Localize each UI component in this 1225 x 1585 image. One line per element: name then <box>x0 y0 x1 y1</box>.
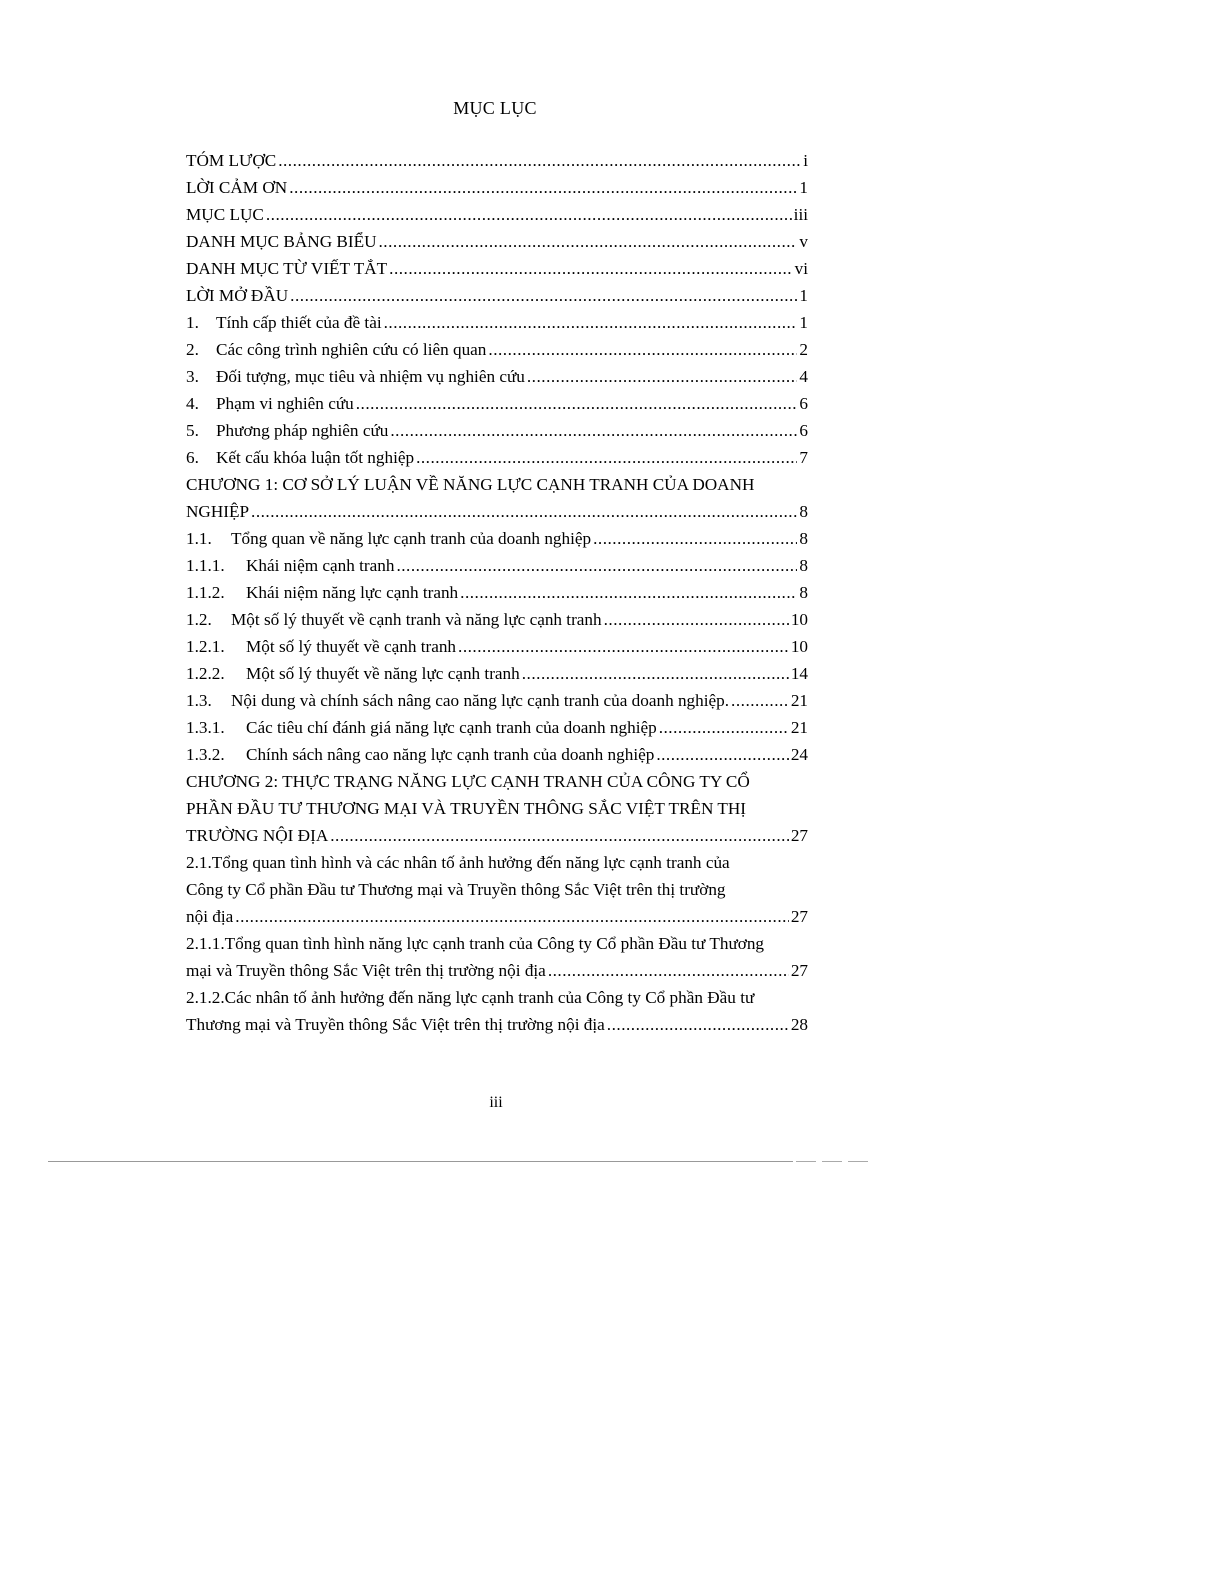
toc-entry-number: 1.3.2. <box>186 745 225 764</box>
toc-dot-leader <box>266 201 792 228</box>
toc-dot-leader <box>330 822 789 849</box>
toc-entry-page: iii <box>793 205 808 224</box>
toc-entry-line[interactable] <box>186 984 808 1011</box>
toc-entry[interactable] <box>186 390 808 417</box>
toc-entry-number: 2.1. <box>186 853 212 872</box>
toc-entry-text: nội địa <box>186 907 234 926</box>
toc-entry-page: 28 <box>790 1015 808 1034</box>
toc-dot-leader <box>396 552 797 579</box>
toc-entry-text: Phương pháp nghiên cứu <box>216 421 389 440</box>
toc-entry[interactable] <box>186 201 808 228</box>
toc-entry-number: 1.1. <box>186 529 212 548</box>
toc-entry-text: LỜI CẢM ƠN <box>186 178 288 197</box>
toc-entry[interactable] <box>186 957 808 984</box>
toc-dot-leader <box>458 633 789 660</box>
toc-entry-page: 10 <box>790 610 808 629</box>
toc-entry-text: Tổng quan về năng lực cạnh tranh của doanh nghiệp <box>231 529 592 548</box>
toc-entry-text: Tính cấp thiết của đề tài <box>216 313 382 332</box>
toc-entry-page: 8 <box>799 556 808 575</box>
toc-entry[interactable] <box>186 606 808 633</box>
toc-entry-number: 1.1.2. <box>186 583 225 602</box>
toc-entry[interactable] <box>186 1011 808 1038</box>
toc-entry-text: Một số lý thuyết về cạnh tranh và năng lực cạnh tranh <box>231 610 602 629</box>
toc-entry[interactable] <box>186 714 808 741</box>
toc-entry-text: MỤC LỤC <box>186 205 264 224</box>
toc-entry-number: 1.3. <box>186 691 212 710</box>
toc-entry-line[interactable] <box>186 876 808 903</box>
toc-entry[interactable] <box>186 552 808 579</box>
toc-dot-leader <box>593 525 797 552</box>
toc-dot-leader <box>289 174 797 201</box>
toc-dot-leader <box>278 147 801 174</box>
toc-entry-page: 4 <box>799 367 808 386</box>
toc-dot-leader <box>731 687 789 714</box>
toc-entry[interactable] <box>186 822 808 849</box>
toc-entry[interactable] <box>186 633 808 660</box>
toc-entry-number: 6. <box>186 448 199 467</box>
toc-entry-text: Kết cấu khóa luận tốt nghiệp <box>216 448 415 467</box>
toc-entry-page: 24 <box>790 745 808 764</box>
toc-dot-leader <box>607 1011 789 1038</box>
toc-entry-page: vi <box>794 259 808 278</box>
toc-entry[interactable] <box>186 903 808 930</box>
toc-entry[interactable] <box>186 228 808 255</box>
toc-entry-text: Tổng quan tình hình năng lực cạnh tranh của Công ty Cổ phần Đầu tư Thương <box>224 934 765 953</box>
toc-entry-text: DANH MỤC BẢNG BIỂU <box>186 232 377 251</box>
toc-entry-text: CHƯƠNG 2: THỰC TRẠNG NĂNG LỰC CẠNH TRANH CỦA CÔNG TY CỔ <box>186 772 750 791</box>
toc-entry-text: Các tiêu chí đánh giá năng lực cạnh tranh của doanh nghiệp <box>246 718 657 737</box>
toc-entry[interactable] <box>186 174 808 201</box>
toc-dot-leader <box>384 309 798 336</box>
toc-entry-number: 2.1.2. <box>186 988 225 1007</box>
toc-dot-leader <box>659 714 789 741</box>
toc-entry-number: 2.1.1. <box>186 934 225 953</box>
toc-dot-leader <box>389 255 792 282</box>
toc-entry-text: Một số lý thuyết về cạnh tranh <box>246 637 457 656</box>
toc-entry-page: 27 <box>790 961 808 980</box>
toc-entry-page: 21 <box>790 718 808 737</box>
toc-dot-leader <box>522 660 789 687</box>
toc-entry[interactable] <box>186 444 808 471</box>
toc-entry-page: 27 <box>790 826 808 845</box>
toc-entry-number: 1. <box>186 313 199 332</box>
toc-dot-leader <box>460 579 797 606</box>
toc-entry-page: v <box>799 232 808 251</box>
toc-entry-text: Tổng quan tình hình và các nhân tố ảnh hưởng đến năng lực cạnh tranh của <box>211 853 730 872</box>
toc-entry-text: Khái niệm cạnh tranh <box>246 556 395 575</box>
table-of-contents <box>186 147 808 1038</box>
toc-entry-text: CHƯƠNG 1: CƠ SỞ LÝ LUẬN VỀ NĂNG LỰC CẠNH TRANH CỦA DOANH <box>186 475 755 494</box>
toc-entry-page: 8 <box>799 529 808 548</box>
page-title: MỤC LỤC <box>453 98 537 118</box>
toc-entry-text: Thương mại và Truyền thông Sắc Việt trên thị trường nội địa <box>186 1015 605 1034</box>
toc-entry-text: mại và Truyền thông Sắc Việt trên thị trường nội địa <box>186 961 546 980</box>
toc-entry-number: 2. <box>186 340 199 359</box>
toc-entry-text: DANH MỤC TỪ VIẾT TẮT <box>186 259 388 278</box>
toc-entry[interactable] <box>186 147 808 174</box>
toc-entry-text: NGHIỆP <box>186 502 250 521</box>
toc-entry-text: Các nhân tố ảnh hưởng đến năng lực cạnh tranh của Công ty Cổ phần Đầu tư <box>224 988 755 1007</box>
toc-entry-text: Các công trình nghiên cứu có liên quan <box>216 340 487 359</box>
toc-entry-number: 1.3.1. <box>186 718 225 737</box>
toc-entry-line[interactable] <box>186 930 808 957</box>
toc-entry-page: 1 <box>799 313 808 332</box>
toc-dot-leader <box>390 417 797 444</box>
toc-entry-text: Phạm vi nghiên cứu <box>216 394 354 413</box>
toc-entry[interactable] <box>186 363 808 390</box>
toc-entry-page: 14 <box>790 664 808 683</box>
toc-entry-page: 10 <box>790 637 808 656</box>
toc-entry-number: 5. <box>186 421 199 440</box>
toc-entry[interactable] <box>186 336 808 363</box>
toc-entry-page: 6 <box>799 394 808 413</box>
toc-dot-leader <box>548 957 789 984</box>
toc-entry-text: LỜI MỞ ĐẦU <box>186 286 289 305</box>
toc-entry[interactable] <box>186 255 808 282</box>
toc-entry[interactable] <box>186 687 808 714</box>
toc-dot-leader <box>527 363 798 390</box>
toc-entry-page: i <box>803 151 808 170</box>
toc-entry-line[interactable] <box>186 768 808 795</box>
toc-dot-leader <box>379 228 798 255</box>
toc-entry-page: 1 <box>799 286 808 305</box>
toc-entry-line[interactable] <box>186 795 808 822</box>
toc-entry-page: 2 <box>799 340 808 359</box>
toc-entry[interactable] <box>186 417 808 444</box>
toc-entry-text: Khái niệm năng lực cạnh tranh <box>246 583 459 602</box>
toc-entry[interactable] <box>186 525 808 552</box>
toc-entry-text: PHẦN ĐẦU TƯ THƯƠNG MẠI VÀ TRUYỀN THÔNG SẮC VIỆT TRÊN THỊ <box>186 799 746 818</box>
toc-entry-line[interactable] <box>186 471 808 498</box>
toc-dot-leader <box>656 741 789 768</box>
toc-dot-leader <box>416 444 797 471</box>
toc-dot-leader <box>290 282 797 309</box>
toc-entry[interactable] <box>186 741 808 768</box>
toc-entry-page: 6 <box>799 421 808 440</box>
toc-entry[interactable] <box>186 660 808 687</box>
toc-dot-leader <box>356 390 798 417</box>
toc-entry-number: 1.1.1. <box>186 556 225 575</box>
toc-dot-leader <box>251 498 797 525</box>
toc-entry-page: 1 <box>799 178 808 197</box>
page-number: iii <box>489 1094 503 1111</box>
toc-dot-leader <box>235 903 789 930</box>
toc-entry-text: Một số lý thuyết về năng lực cạnh tranh <box>246 664 520 683</box>
toc-entry-number: 1.2.2. <box>186 664 225 683</box>
toc-entry-number: 3. <box>186 367 199 386</box>
toc-entry-text: Chính sách nâng cao năng lực cạnh tranh của doanh nghiệp <box>246 745 655 764</box>
toc-entry-text: Đối tượng, mục tiêu và nhiệm vụ nghiên cứu <box>216 367 525 386</box>
toc-entry-page: 21 <box>790 691 808 710</box>
toc-entry-number: 4. <box>186 394 199 413</box>
toc-entry[interactable] <box>186 579 808 606</box>
toc-entry[interactable] <box>186 498 808 525</box>
page-bottom-rule-dashes <box>796 1161 872 1162</box>
toc-entry-text: Nội dung và chính sách nâng cao năng lực cạnh tranh của doanh nghiệp. <box>231 691 730 710</box>
toc-entry-number: 1.2. <box>186 610 212 629</box>
toc-entry-page: 27 <box>790 907 808 926</box>
toc-entry-number: 1.2.1. <box>186 637 225 656</box>
toc-entry-text: TÓM LƯỢC <box>186 151 277 170</box>
toc-dot-leader <box>488 336 797 363</box>
toc-entry-text: TRƯỜNG NỘI ĐỊA <box>186 826 329 845</box>
toc-dot-leader <box>604 606 789 633</box>
toc-entry[interactable] <box>186 309 808 336</box>
toc-entry-page: 8 <box>799 502 808 521</box>
toc-entry-line[interactable] <box>186 849 808 876</box>
toc-entry[interactable] <box>186 282 808 309</box>
toc-entry-page: 7 <box>799 448 808 467</box>
toc-entry-page: 8 <box>799 583 808 602</box>
toc-entry-text: Công ty Cổ phần Đầu tư Thương mại và Truyền thông Sắc Việt trên thị trường <box>186 880 726 899</box>
page-bottom-rule <box>48 1161 793 1162</box>
